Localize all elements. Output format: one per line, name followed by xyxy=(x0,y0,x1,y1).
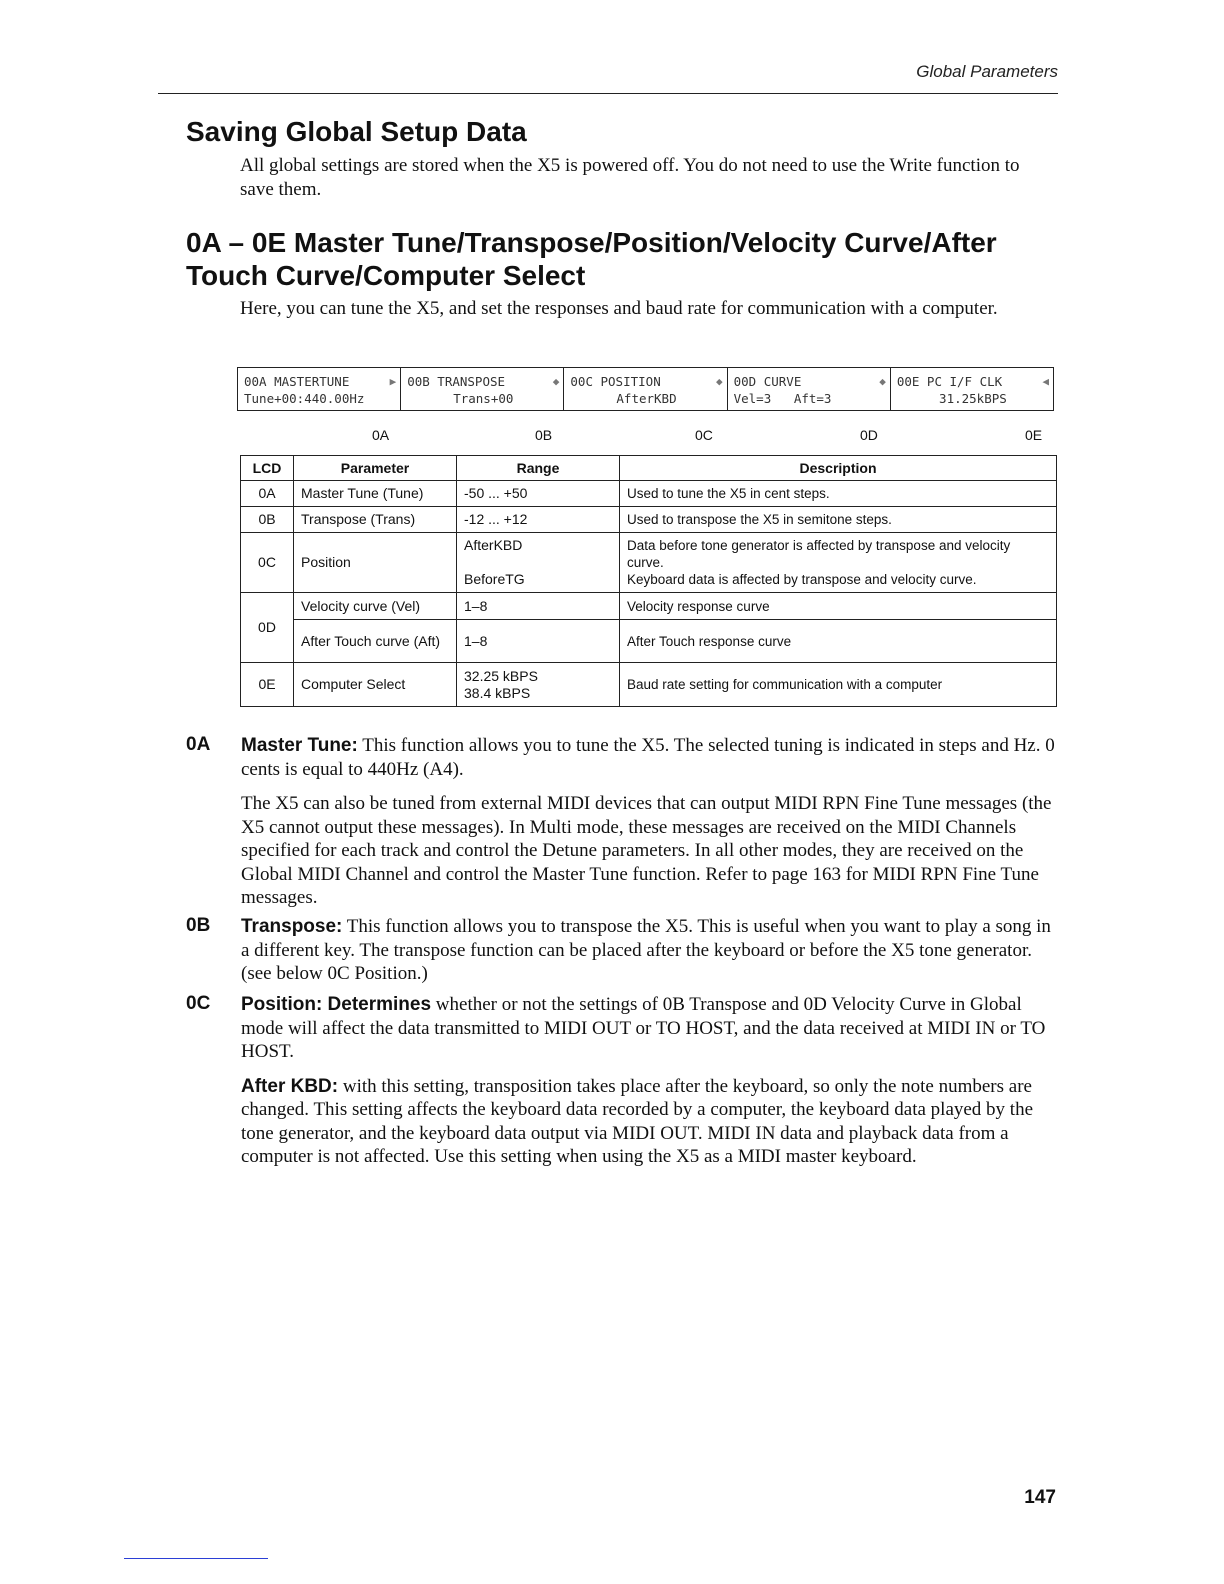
cell-description: Used to transpose the X5 in semitone steps. xyxy=(620,507,1057,533)
cell-range xyxy=(457,533,620,593)
cell-parameter: Computer Select xyxy=(294,663,457,707)
entry-label: 0A xyxy=(186,734,211,755)
table-row xyxy=(241,507,1057,533)
table-row xyxy=(241,533,1057,593)
entry-paragraph xyxy=(241,993,1058,1064)
cell-lcd: 0C xyxy=(241,533,294,593)
header-rule xyxy=(158,93,1058,94)
entry-body xyxy=(241,915,1058,986)
cell-parameter: Master Tune (Tune) xyxy=(294,481,457,507)
cell-range: -12 ... +12 xyxy=(457,507,620,533)
cell-range xyxy=(457,663,620,707)
lcd-cell-0b xyxy=(401,368,564,410)
lcd-caption-0d: 0D xyxy=(860,427,878,443)
lcd-line1: 00E PC I/F CLK xyxy=(896,374,1003,389)
header-lcd: LCD xyxy=(241,456,294,481)
entry-text: with this setting, transposition takes place after the keyboard, so only the note numbers are changed. This setting affects the keyboard data recorded by a computer, the keyboard data played by the tone generator, and the keyboard data output via MIDI OUT. MIDI IN data and playback data from a computer is not affected. Use this setting when using the X5 as a MIDI master keyboard. xyxy=(241,1075,1034,1167)
lcd-cell-0a xyxy=(238,368,401,410)
lcd-caption-0a: 0A xyxy=(372,427,390,443)
table-row xyxy=(241,481,1057,507)
cell-range: -50 ... +50 xyxy=(457,481,620,507)
table-row xyxy=(241,620,1057,663)
cell-description: Velocity response curve xyxy=(620,593,1057,620)
table-row xyxy=(241,663,1057,707)
entry-paragraph xyxy=(241,1075,1058,1169)
entry-paragraph: The X5 can also be tuned from external MIDI devices that can output MIDI RPN Fine Tune messages (the X5 cannot output these messages). In Multi mode, these messages are received on the MIDI Channels specified for each track and control the Detune parameters. In all other modes, they are received on the Global MIDI Channel and control the Master Tune function. Refer to page 163 for MIDI RPN Fine Tune messages. xyxy=(241,793,1052,908)
range-option-38k: 38.4 kBPS xyxy=(464,684,531,701)
lcd-caption-0c: 0C xyxy=(695,427,713,443)
header-range: Range xyxy=(457,456,620,481)
section-intro: Here, you can tune the X5, and set the responses and baud rate for communication with a computer. xyxy=(240,298,998,319)
entry-0a xyxy=(186,734,1058,921)
section-title-line1: 0A – 0E Master Tune/Transpose/Position/Velocity Curve/After xyxy=(186,227,997,258)
lcd-cell-0c xyxy=(564,368,727,410)
desc-beforetg: Keyboard data is affected by transpose and velocity curve. xyxy=(627,572,977,587)
header-description: Description xyxy=(620,456,1057,481)
lcd-line2: AfterKBD xyxy=(616,391,677,406)
lcd-line1: 00C POSITION xyxy=(570,374,661,389)
scroll-arrow-icon: ◀ xyxy=(1042,375,1050,388)
parameter-table xyxy=(240,455,1057,707)
table-row xyxy=(241,593,1057,620)
scroll-arrow-icon: ◆ xyxy=(879,375,886,388)
scroll-arrow-icon: ◆ xyxy=(552,375,560,388)
entry-text: This function allows you to transpose the X5. This is useful when you want to play a song in a different key. The transpose function can be placed after the keyboard or before the X5 tone generator. (see below 0C Position.) xyxy=(241,916,1051,984)
entry-term: Master Tune: xyxy=(241,735,358,756)
entry-label: 0C xyxy=(186,993,211,1014)
table-header-row xyxy=(241,456,1057,481)
lcd-display-strip xyxy=(237,367,1054,411)
lcd-line2: Tune+00:440.00Hz xyxy=(244,391,365,406)
cell-parameter: After Touch curve (Aft) xyxy=(294,620,457,663)
page-number: 147 xyxy=(1024,1487,1056,1508)
entry-body xyxy=(241,993,1058,1169)
section-title-line2: Touch Curve/Computer Select xyxy=(186,260,586,291)
scroll-arrow-icon: ◆ xyxy=(715,375,723,388)
cell-lcd: 0D xyxy=(241,593,294,663)
cell-parameter: Position xyxy=(294,533,457,593)
cell-description: Baud rate setting for communication with a computer xyxy=(620,663,1057,707)
lcd-caption-0b: 0B xyxy=(535,427,553,443)
entry-body xyxy=(241,734,1058,910)
range-option-beforetg: BeforeTG xyxy=(464,571,525,587)
range-option-afterkbd: AfterKBD xyxy=(464,537,523,553)
cell-range: 1–8 xyxy=(457,620,620,663)
lcd-line1: 00D CURVE xyxy=(733,374,802,389)
desc-afterkbd: Data before tone generator is affected by transpose and velocity curve. xyxy=(627,538,1011,570)
entry-text: whether or not the settings of 0B Transpose and 0D Velocity Curve in Global mode will affect the data transmitted to MIDI OUT or TO HOST, and the data received at MIDI IN or TO HOST. xyxy=(241,994,1046,1062)
cell-parameter: Transpose (Trans) xyxy=(294,507,457,533)
lcd-line2: 31.25kBPS xyxy=(939,391,1007,406)
entry-paragraph xyxy=(241,915,1058,986)
cell-lcd: 0B xyxy=(241,507,294,533)
entry-label: 0B xyxy=(186,915,211,936)
cell-range: 1–8 xyxy=(457,593,620,620)
cell-parameter: Velocity curve (Vel) xyxy=(294,593,457,620)
range-option-32k: 32.25 kBPS xyxy=(464,667,538,684)
cell-description xyxy=(620,533,1057,593)
cell-lcd: 0E xyxy=(241,663,294,707)
scroll-arrow-icon: ▶ xyxy=(389,375,397,388)
entry-term: Position: Determines xyxy=(241,994,432,1015)
section-body-saving: All global settings are stored when the X5 is powered off. You do not need to use the Write function to save them. xyxy=(240,155,1020,200)
lcd-line1: 00A MASTERTUNE xyxy=(244,374,350,389)
lcd-cell-0e xyxy=(891,368,1053,410)
cell-description: Used to tune the X5 in cent steps. xyxy=(620,481,1057,507)
entry-term: After KBD: xyxy=(241,1075,339,1097)
section-title-saving: Saving Global Setup Data xyxy=(186,116,527,147)
lcd-caption-0e: 0E xyxy=(1025,427,1043,443)
lcd-line1: 00B TRANSPOSE xyxy=(407,374,506,389)
section-title-master-tune xyxy=(186,226,997,292)
lcd-line2: Vel=3 Aft=3 xyxy=(733,391,832,406)
footer-line xyxy=(124,1558,268,1559)
lcd-cell-0d xyxy=(728,368,891,410)
entry-0c xyxy=(186,993,1058,1180)
lcd-line2: Trans+00 xyxy=(453,391,514,406)
entry-0b xyxy=(186,915,1058,997)
entry-term: Transpose: xyxy=(241,916,343,937)
cell-description: After Touch response curve xyxy=(620,620,1057,663)
running-header: Global Parameters xyxy=(916,62,1058,81)
header-parameter: Parameter xyxy=(294,456,457,481)
entry-paragraph xyxy=(241,734,1058,781)
entry-text: This function allows you to tune the X5. The selected tuning is indicated in steps and Hz. 0 cents is equal to 440Hz (A4). xyxy=(241,735,1055,780)
cell-lcd: 0A xyxy=(241,481,294,507)
